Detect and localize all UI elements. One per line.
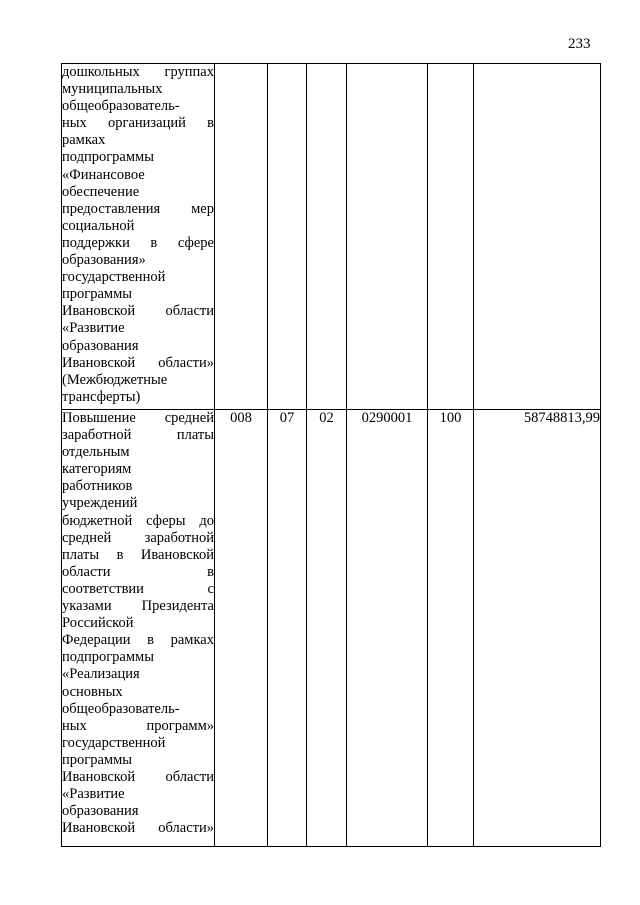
description-line: программы bbox=[62, 286, 132, 303]
description-line: дошкольных группах bbox=[62, 64, 214, 80]
ministry-code-cell: 008 bbox=[215, 410, 268, 847]
description-line: категориям bbox=[62, 461, 132, 478]
description-line: ных программ» bbox=[62, 717, 214, 734]
description-line: Повышение средней bbox=[62, 410, 214, 426]
budget-table bbox=[61, 63, 601, 847]
subsection-cell bbox=[307, 64, 347, 410]
row-description-cell bbox=[62, 64, 215, 410]
description-line: соответствии с bbox=[62, 580, 214, 597]
description-line: Ивановской области» bbox=[62, 820, 214, 837]
description-line: социальной bbox=[62, 217, 135, 234]
description-line: заработной платы bbox=[62, 427, 214, 444]
description-line: работников bbox=[62, 478, 133, 495]
description-line: (Межбюджетные bbox=[62, 371, 168, 388]
description-line: общеобразователь- bbox=[62, 700, 180, 717]
description-line: предоставления мер bbox=[62, 200, 214, 217]
description-line: ных организаций в bbox=[62, 115, 214, 132]
expense-type-cell bbox=[428, 64, 474, 410]
description-line: поддержки в сфере bbox=[62, 234, 214, 251]
description-line: Ивановской области bbox=[62, 303, 214, 320]
amount-cell: 58748813,99 bbox=[474, 410, 601, 847]
table-row bbox=[62, 410, 601, 847]
description-line: программы bbox=[62, 751, 132, 768]
description-line: образования» bbox=[62, 252, 146, 269]
amount-cell bbox=[474, 64, 601, 410]
description-line: бюджетной сферы до bbox=[62, 512, 214, 529]
description-line: Ивановской области bbox=[62, 768, 214, 785]
description-line: общеобразователь- bbox=[62, 98, 180, 115]
section-cell bbox=[268, 64, 307, 410]
description-line: рамках bbox=[62, 132, 106, 149]
description-line: Ивановской области» bbox=[62, 354, 214, 371]
section-cell: 07 bbox=[268, 410, 307, 847]
target-article-cell: 0290001 bbox=[347, 410, 428, 847]
description-line: Российской bbox=[62, 615, 134, 632]
description-line: трансферты) bbox=[62, 388, 141, 405]
description-line: «Финансовое bbox=[62, 166, 145, 183]
description-line: указами Президента bbox=[62, 598, 214, 615]
description-line: средней заработной bbox=[62, 529, 214, 546]
description-line: «Развитие bbox=[62, 786, 125, 803]
target-article-cell bbox=[347, 64, 428, 410]
description-line: отдельным bbox=[62, 444, 130, 461]
description-line: подпрограммы bbox=[62, 149, 154, 166]
ministry-code-cell bbox=[215, 64, 268, 410]
description-line: основных bbox=[62, 683, 123, 700]
description-line: Федерации в рамках bbox=[62, 632, 214, 649]
description-line: образования bbox=[62, 337, 139, 354]
page-number: 233 bbox=[568, 36, 591, 52]
expense-type-cell: 100 bbox=[428, 410, 474, 847]
row-description-cell bbox=[62, 410, 215, 847]
subsection-cell: 02 bbox=[307, 410, 347, 847]
description-line: области в bbox=[62, 563, 214, 580]
description-line: обеспечение bbox=[62, 183, 140, 200]
description-line: образования bbox=[62, 803, 139, 820]
description-line: «Реализация bbox=[62, 666, 140, 683]
description-line: учреждений bbox=[62, 495, 138, 512]
table-row bbox=[62, 64, 601, 410]
description-line: муниципальных bbox=[62, 81, 163, 98]
description-line: государственной bbox=[62, 734, 166, 751]
description-line: государственной bbox=[62, 269, 166, 286]
description-line: платы в Ивановской bbox=[62, 546, 214, 563]
description-line: «Развитие bbox=[62, 320, 125, 337]
description-line: подпрограммы bbox=[62, 649, 154, 666]
